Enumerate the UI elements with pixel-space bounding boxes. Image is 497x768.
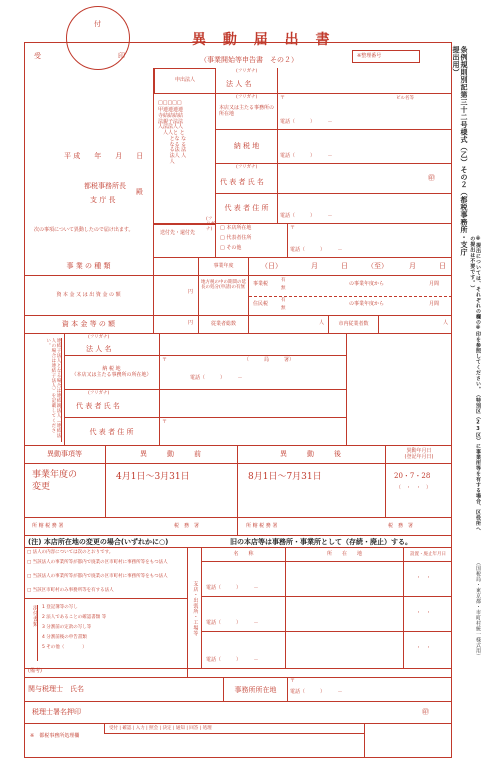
margin-col-3: （国税局・東京都・市町村統一様式用） (475, 560, 481, 659)
branch-note-1[interactable]: □ 法人の内容については次のとおりです。 (27, 550, 114, 555)
hq-postal: 〒 (280, 95, 286, 101)
stamp-right-char: 印 (118, 52, 125, 60)
attach-2[interactable]: 2 法人であることの確認書類 等 (42, 615, 107, 620)
resident-tax-from: の事業年度から (349, 301, 385, 307)
branch-note-4[interactable]: □ 当該区市町村のみ事務所等を有する法人 (27, 588, 114, 593)
send-opt-rep[interactable]: □ 代表者住所 (220, 235, 252, 241)
stamp-left-char: 受 (34, 52, 41, 60)
sub-tel: 電話（ ） － (190, 375, 243, 381)
capital-yen: 円 (188, 289, 194, 295)
sub-office: （ 局 署） (244, 357, 295, 363)
change-after-value[interactable]: 8月1日～7月31日 (238, 464, 386, 518)
furigana-4: (フリガナ) (206, 217, 215, 233)
sub-tax-place-label: 納 税 地 （本店又は主たる事務所の所在地） (64, 356, 160, 390)
sub-name-input[interactable] (160, 334, 346, 356)
sub-postal: 〒 (162, 357, 168, 363)
change-item-label: 異動事項等 (24, 446, 106, 464)
change-date-label: 異動年月日 (登記年月日) (386, 446, 452, 464)
office-use-label: ※ 都税事務所処理欄 (30, 733, 80, 739)
applicant-label: 申出法人 (154, 68, 216, 94)
accountant-label: 関与税理士 氏名 (28, 685, 84, 693)
special-divider (249, 296, 452, 297)
change-date-cell[interactable] (386, 464, 452, 518)
employees-total-input[interactable] (249, 316, 329, 334)
change-date-value[interactable]: 20・7・28 (394, 472, 431, 480)
send-postal: 〒 (290, 225, 296, 231)
note-left: (注) 本店所在地の変更の場合(いずれかに○) (28, 538, 169, 546)
branch-note-3[interactable]: □ 当該法人の事業所等が都内で廃業の区市町村に事務所等をもつ法人 (27, 574, 168, 579)
change-date-sub[interactable]: （ ・ ・ ） (396, 485, 432, 491)
attach-5[interactable]: 5 その他（ ） (42, 645, 87, 650)
branch-addr-2[interactable] (206, 597, 404, 632)
subsidiary-note: 連結子法人となる場合は連結親法人（連結法人の場合は連結子法人）を記載してください。 (26, 338, 62, 442)
office-after-label: 所 轄 税 務 署 (246, 523, 278, 529)
subsidiary-block (24, 334, 452, 446)
rep-name-input[interactable] (278, 164, 452, 194)
sub-rep-name-input[interactable] (160, 390, 346, 418)
office-before-label: 所 轄 税 務 署 (32, 523, 64, 529)
tax-place-label: 納 税 地 (216, 130, 278, 164)
branch-tel-1: 電話（ ） － (206, 585, 259, 591)
rep-addr-tel: 電話（ ） － (280, 213, 333, 219)
sub-labels (64, 334, 160, 446)
corp-type-options[interactable]: □□□□□ (158, 100, 182, 106)
accountant-sign-row[interactable] (24, 702, 452, 724)
accountant-seal: ㊞ (422, 708, 429, 716)
furigana-3: (フリガナ) (236, 165, 258, 170)
fy-month: 月 (311, 262, 318, 270)
branch-block (24, 548, 452, 678)
biz-tax-months: 月間 (429, 281, 440, 287)
margin-col-2: ※提出については、それぞれの欄の※印を参照してください。（特別区（23区）に事業所等を有する場合、区役所への提出は不要です。） (469, 236, 481, 532)
attach-label: 添付書類 (26, 605, 38, 661)
office-use-headers: 受付 | 確認 | 入力 | 照会 | 決定 | 通知 | 回答 | 処理 (109, 726, 212, 731)
branch-date-2[interactable] (404, 597, 452, 632)
hq-tel: 電話（ ） － (280, 119, 333, 125)
office-name-2: 支 庁 長 (90, 196, 116, 204)
ref-number-label: ※整理番号 (357, 53, 382, 59)
attach-1[interactable]: 1 登記簿等の写し (42, 605, 78, 610)
corp-type-text: 甲連連連連 寺結結結結 法親子法法 人法法人人 人人と と とな な なる る る法 法 法人 人 人 (158, 107, 187, 165)
fy-from: （日） (261, 262, 282, 270)
rep-addr-input[interactable] (278, 194, 452, 224)
sub-rep-addr-input[interactable] (160, 418, 346, 446)
resident-tax-label: 住民税 (253, 301, 269, 307)
sub-furigana-2: (フリガナ) (88, 391, 110, 396)
sub-corp-name-label: 法 人 名 (86, 345, 112, 353)
capital-etc-label: 資 本 金 等 の 額 (24, 316, 154, 334)
send-opt-hq[interactable]: □ 本店所在地 (220, 225, 252, 231)
sub-rep-postal: 〒 (162, 419, 168, 425)
attach-3[interactable]: 3 分割前の定款の写し等 (42, 625, 92, 630)
branch-date-col: 設置・廃止年月日 (404, 548, 452, 562)
sub-rep-name-label: 代 表 者 氏 名 (76, 402, 120, 410)
fy-label: 事業年度 (199, 258, 249, 276)
rep-name-label: 代 表 者 氏 名 (220, 178, 264, 186)
corp-name-label-cell (216, 68, 278, 94)
office-after-row[interactable] (238, 518, 452, 536)
special-input[interactable] (249, 276, 452, 316)
employees-total-label: 従業者総数 (199, 316, 249, 334)
hq-input[interactable] (278, 94, 452, 130)
branch-bottom (188, 668, 452, 678)
send-tel: 電話（ ） － (290, 247, 343, 253)
ref-number-box[interactable] (352, 50, 420, 63)
accountant-row (24, 678, 452, 702)
dono-label: 殿 (136, 188, 143, 196)
change-before-value[interactable]: 4月1日～3月31日 (106, 464, 238, 518)
branch-date-3[interactable] (404, 632, 452, 668)
tax-place-input[interactable] (278, 130, 452, 164)
capital-etc-input[interactable] (154, 316, 199, 334)
rep-name-label-cell (216, 164, 278, 194)
biz-type-label: 事 業 の 種 類 (24, 258, 154, 276)
office-use-end (364, 724, 365, 758)
change-item-value[interactable]: 事業年度の 変更 (24, 464, 106, 518)
change-block (24, 446, 452, 536)
branch-addr-col: 所 在 地 (286, 548, 404, 562)
stamp-circle (66, 6, 130, 70)
branch-dot-2: ・ ・ (416, 610, 432, 616)
in-city-input[interactable] (379, 316, 452, 334)
hq-label: 本店又は主たる事務所の所在地 (219, 105, 275, 117)
form-title: 異 動 届 出 書 (192, 32, 336, 48)
send-label: 送付先・還付先 (160, 230, 196, 236)
branch-addr-3[interactable] (206, 632, 404, 668)
fy-day: 日 (341, 262, 348, 270)
remarks-label: (備考) (24, 668, 188, 678)
form-subtitle: （事業開始等申告書 その２） (200, 56, 298, 64)
send-addr-input[interactable] (288, 224, 452, 258)
in-city-label: 市内従業者数 (329, 316, 379, 334)
branch-name-2[interactable] (202, 597, 286, 632)
sub-name-label-cell (64, 334, 160, 356)
fy-month-2: 月 (409, 262, 416, 270)
branch-name-col: 名 称 (202, 548, 286, 562)
office-before-suffix: 税 務 署 (174, 523, 200, 529)
accountant-tel: 電話（ ） － (290, 689, 343, 695)
biz-tax-label: 事業税 (253, 281, 269, 287)
rep-addr-label: 代 表 者 住 所 (216, 194, 278, 224)
change-after-label: 異 動 後 (238, 446, 386, 464)
branch-date-1[interactable] (404, 562, 452, 597)
note-right: 旧の本店等は事務所・事業所として（存続・廃止）する。 (230, 538, 412, 546)
branch-dot-3: ・ ・ (416, 645, 432, 651)
sub-rep-name-label-cell (64, 390, 160, 418)
special-label: 地方税の中の期間の延長の処分(申請)の有無 (199, 276, 249, 316)
fy-input[interactable] (249, 258, 452, 276)
branch-notes (24, 548, 188, 678)
biz-tax-none[interactable]: 無 (281, 286, 286, 291)
biz-type-input[interactable] (154, 258, 199, 276)
accountant-office-label: 事務所所在地 (224, 678, 288, 702)
left-info-block (24, 68, 154, 258)
branch-col-label: 支店・出張所・工場等 (188, 548, 202, 668)
furigana-1: (フリガナ) (236, 69, 258, 74)
accountant-office-input[interactable] (288, 678, 452, 702)
branch-addr-1[interactable] (206, 562, 404, 597)
biz-tax-has[interactable]: 有 (281, 278, 286, 283)
hq-building: ビル名等 (396, 96, 414, 101)
corp-name-label: 法 人 名 (226, 80, 252, 88)
hq-label-cell (216, 94, 278, 130)
employees-people: 人 (319, 320, 325, 326)
corp-name-input[interactable] (278, 68, 452, 94)
stamp-top-char: 付 (94, 20, 101, 28)
receipt-stamp-area (28, 6, 138, 76)
accountant-name-cell[interactable] (24, 678, 224, 702)
capital-label: 資 本 金 又 は 出 資 金 の 額 (24, 276, 154, 316)
sub-right-divider (346, 334, 347, 446)
branch-dot-1: ・ ・ (416, 575, 432, 581)
resident-tax-has[interactable]: 有 (281, 298, 286, 303)
resident-tax-none[interactable]: 無 (281, 306, 286, 311)
tax-place-tel: 電話（ ） － (280, 153, 333, 159)
office-name-1: 都税事務所長 (84, 182, 126, 190)
rep-seal: ㊞ (428, 174, 435, 182)
send-opt-other[interactable]: □ その他 (220, 245, 242, 251)
sub-furigana-1: (フリガナ) (88, 335, 110, 340)
branch-name-1[interactable] (202, 562, 286, 597)
resident-tax-months: 月間 (429, 301, 440, 307)
accountant-sign-label: 税理士署名押印 (32, 708, 81, 716)
biz-tax-from: の事業年度から (349, 281, 385, 287)
office-use-row (24, 724, 452, 758)
branch-note-2[interactable]: □ 当該法人の事業所等が都内で廃業の区市町村に事務所等をもつ法人 (27, 560, 168, 565)
attach-area (24, 598, 188, 668)
request-text: 次の事項について異動したので届け出ます。 (34, 227, 134, 233)
office-before-row[interactable] (24, 518, 238, 536)
send-label-cell (154, 217, 216, 258)
sub-tax-place-input[interactable] (160, 356, 346, 390)
submit-date[interactable]: 平 成 年 月 日 (64, 152, 144, 160)
fy-to: （至） (367, 262, 388, 270)
attach-4[interactable]: 4 分割前後の申告書類 (42, 635, 87, 640)
corp-type-cell[interactable] (154, 94, 216, 224)
fy-day-2: 日 (439, 262, 446, 270)
capital-input[interactable] (154, 276, 199, 316)
office-after-suffix: 税 務 署 (388, 523, 414, 529)
office-use-cols (104, 724, 364, 734)
note-row (24, 536, 452, 548)
sub-rep-addr-label: 代 表 者 住 所 (64, 418, 160, 446)
margin-col-1: 条例規則別記第三十二号様式（乙）その２（都税事務所・支庁提出用） (451, 46, 468, 256)
furigana-2: (フリガナ) (236, 95, 258, 100)
branch-tel-2: 電話（ ） － (206, 620, 259, 626)
change-before-label: 異 動 前 (106, 446, 238, 464)
branch-tel-3: 電話（ ） － (206, 657, 259, 663)
in-city-people: 人 (443, 320, 449, 326)
send-options[interactable] (216, 224, 288, 258)
accountant-postal: 〒 (290, 678, 296, 684)
capital-etc-yen: 円 (188, 320, 194, 326)
